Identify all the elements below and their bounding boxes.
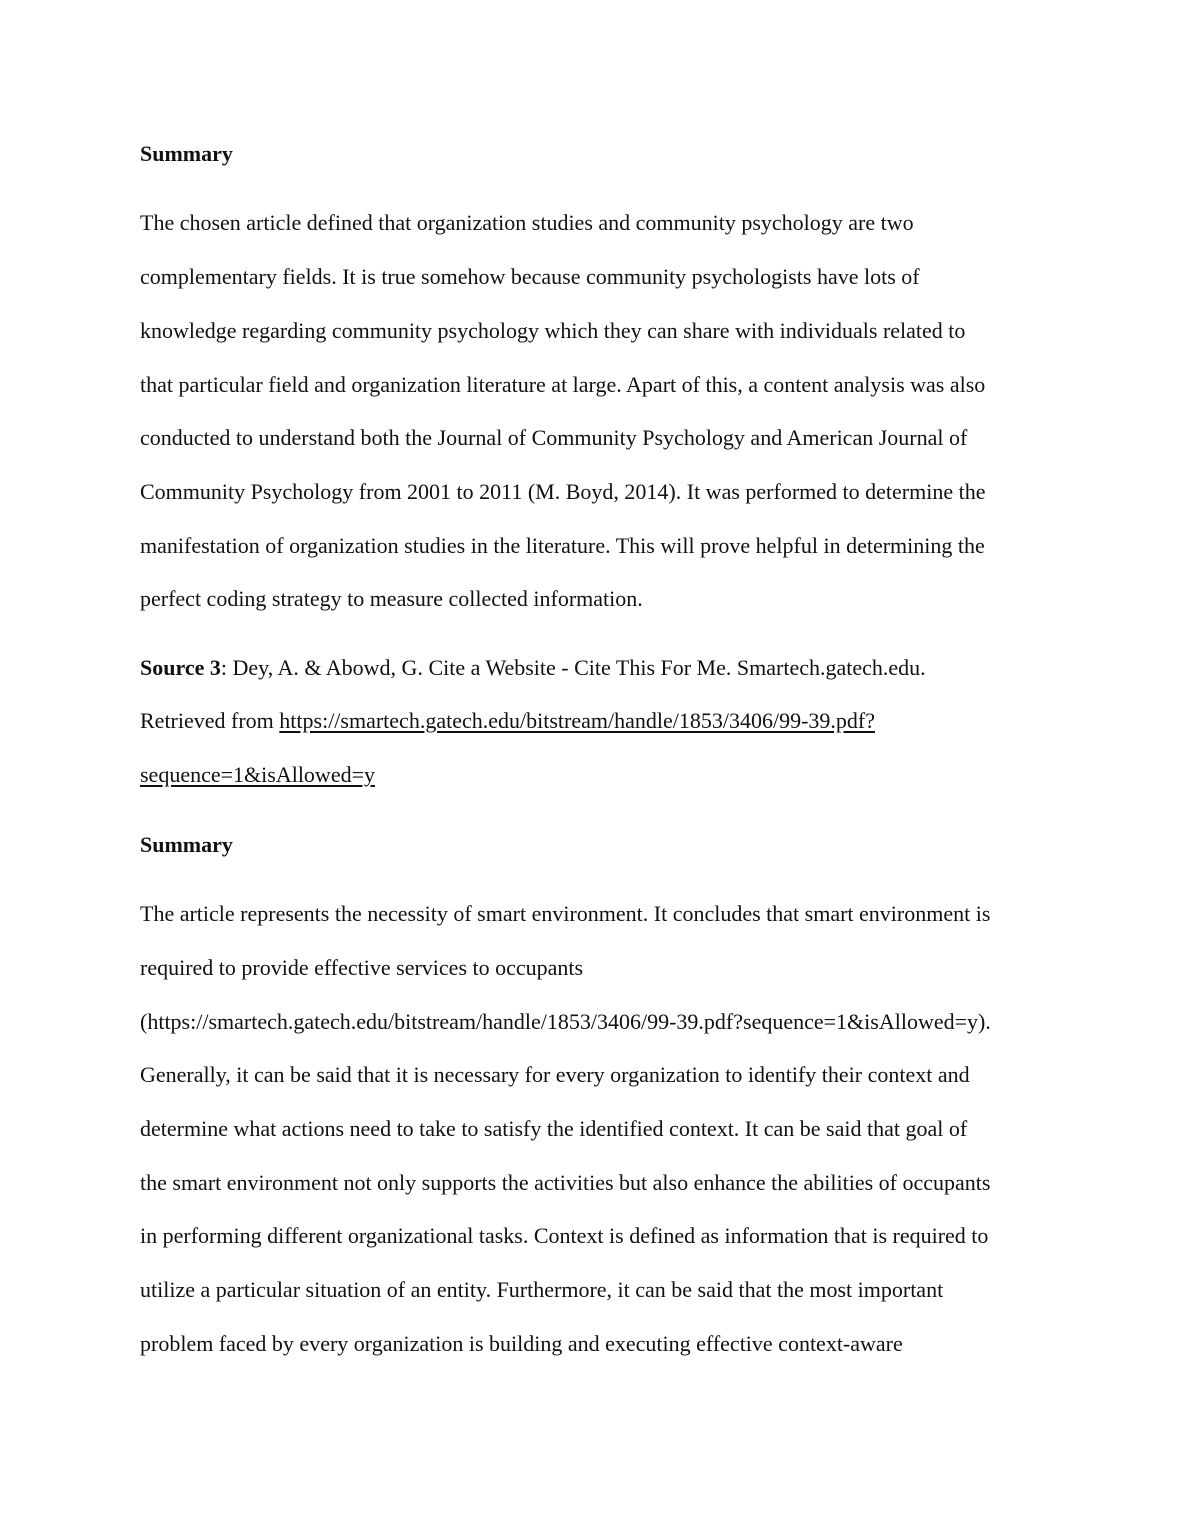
summary-heading-1: Summary	[140, 141, 233, 166]
summary-2-line-9: problem faced by every organization is building and executing effective context-aware	[140, 1331, 903, 1356]
summary-2-line-8: utilize a particular situation of an entity. Furthermore, it can be said that the most important	[140, 1277, 944, 1302]
summary-1-line-1: The chosen article defined that organization studies and community psychology are two	[140, 210, 914, 235]
summary-2-line-2: required to provide effective services to occupants	[140, 955, 584, 980]
source-3-url-link[interactable]: https://smartech.gatech.edu/bitstream/handle/1853/3406/99-39.pdf?	[279, 708, 875, 733]
summary-2-line-7: in performing different organizational tasks. Context is defined as information that is required to	[140, 1223, 989, 1248]
summary-1-line-5: conducted to understand both the Journal of Community Psychology and American Journal of	[140, 425, 968, 450]
summary-2-line-4: Generally, it can be said that it is necessary for every organization to identify their context and	[140, 1062, 970, 1087]
summary-1-line-8: perfect coding strategy to measure collected information.	[140, 586, 643, 611]
source-3-url-link-continued[interactable]: sequence=1&isAllowed=y	[140, 762, 375, 787]
summary-1-line-6: Community Psychology from 2001 to 2011 (M. Boyd, 2014). It was performed to determine the	[140, 479, 986, 504]
source-3-citation	[140, 655, 926, 681]
summary-1-line-2: complementary fields. It is true somehow because community psychologists have lots of	[140, 264, 920, 289]
summary-heading-2: Summary	[140, 832, 233, 857]
source-3-citation-text: : Dey, A. & Abowd, G. Cite a Website - Cite This For Me. Smartech.gatech.edu.	[220, 655, 926, 680]
summary-2-line-6: the smart environment not only supports the activities but also enhance the abilities of occupants	[140, 1170, 991, 1195]
retrieved-from-text: Retrieved from	[140, 708, 280, 733]
source-3-label: Source 3	[140, 655, 221, 680]
source-3-url-continued	[140, 762, 375, 788]
source-3-retrieved	[140, 708, 875, 734]
summary-2-line-3: (https://smartech.gatech.edu/bitstream/handle/1853/3406/99-39.pdf?sequence=1&isAllowed=y).	[140, 1009, 991, 1034]
summary-1-line-4: that particular field and organization literature at large. Apart of this, a content analysis was also	[140, 372, 986, 397]
summary-1-line-7: manifestation of organization studies in the literature. This will prove helpful in determining the	[140, 533, 985, 558]
summary-2-line-1: The article represents the necessity of smart environment. It concludes that smart environment is	[140, 901, 991, 926]
summary-1-line-3: knowledge regarding community psychology which they can share with individuals related to	[140, 318, 966, 343]
summary-2-line-5: determine what actions need to take to satisfy the identified context. It can be said that goal of	[140, 1116, 968, 1141]
